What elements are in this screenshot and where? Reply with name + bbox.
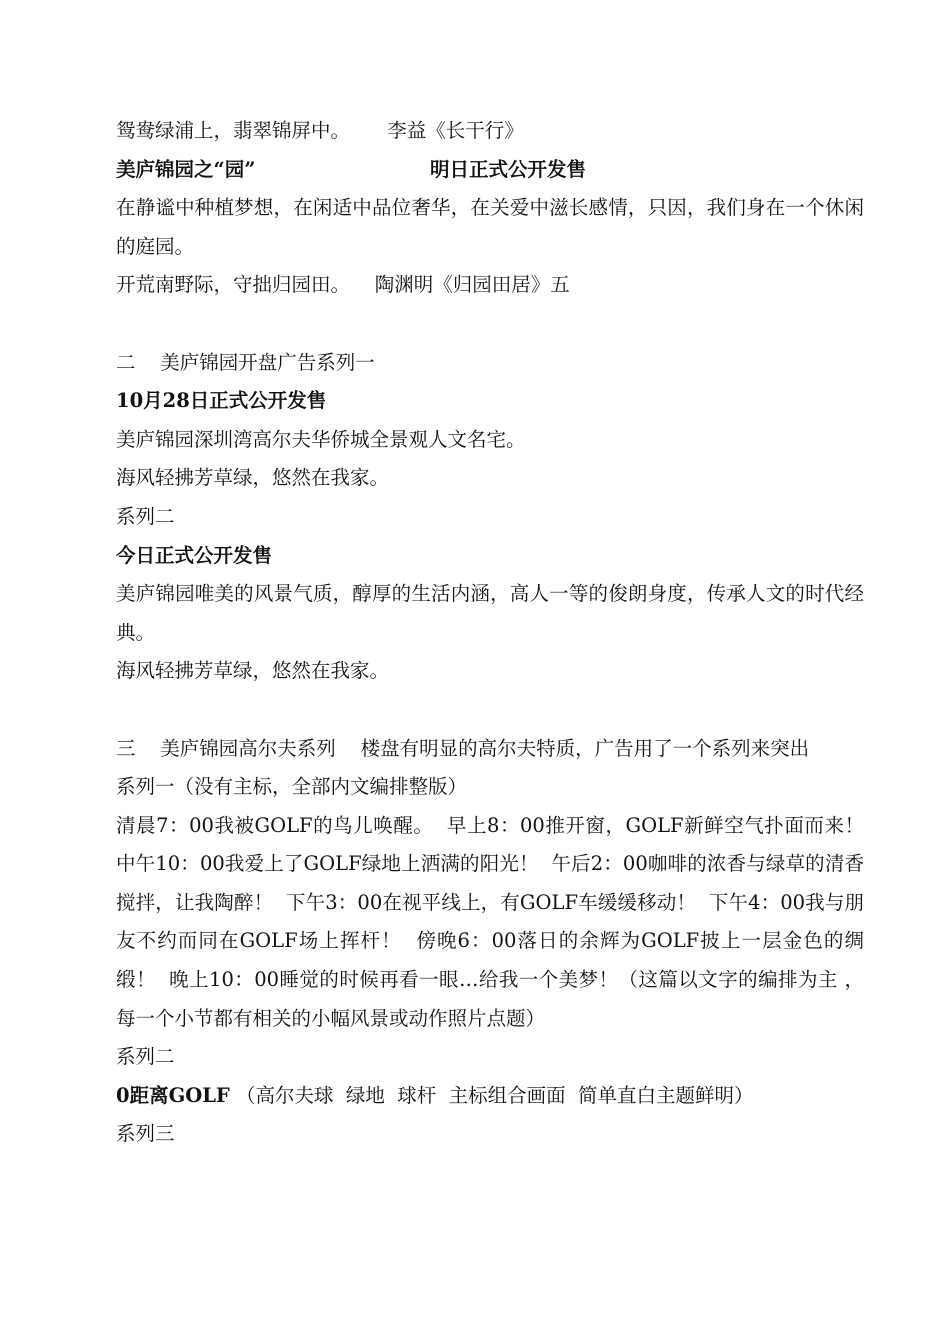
section2-paragraph-1: 美庐锦园深圳湾高尔夫华侨城全景观人文名宅。 xyxy=(116,427,526,451)
poem-line-2: 开荒南野际，守拙归园田。 陶渊明《归园田居》五 xyxy=(116,273,570,297)
blank-line xyxy=(116,305,864,344)
section3-series-2: 系列二 xyxy=(116,1045,175,1069)
section2-title-1: 10月28日正式公开发售 xyxy=(116,389,327,413)
blank-line xyxy=(116,691,864,730)
section2-title-2: 今日正式公开发售 xyxy=(116,543,273,567)
section3-body: 清晨7：00我被GOLF的鸟儿唤醒。 早上8：00推开窗，GOLF新鲜空气扑面而来！ 中午10：00我爱上了GOLF绿地上洒满的阳光！ 午后2：00咖啡的浓香与绿草的清香搅拌，让我陶醉！ 下午3：00在视平线上，有GOLF车缓缓移动！ 下午4：00我与朋友不约而同在GOLF场上挥杆！ 傍晚6：00落日的余辉为GOLF披上一层金色的绸缎！ 晚上10：00睡觉的时候再看一眼…给我一个美梦！（这篇以文字的编排为主 ，每一个小节都有相关的小幅风景或动作照片点题） xyxy=(116,813,877,1030)
headline-row xyxy=(116,151,864,190)
section2-paragraph-3: 美庐锦园唯美的风景气质，醇厚的生活内涵，高人一等的俊朗身度，传承人文的时代经典。 xyxy=(116,582,864,644)
headline-left: 美庐锦园之“园” xyxy=(116,157,256,181)
section3-series-1: 系列一（没有主标，全部内文编排整版） xyxy=(116,775,468,799)
section-heading-3: 三 美庐锦园高尔夫系列 楼盘有明显的高尔夫特质，广告用了一个系列来突出 xyxy=(116,736,810,760)
section3-title-bold: 0距离GOLF xyxy=(116,1083,230,1107)
section2-series-2: 系列二 xyxy=(116,504,175,528)
headline-right: 明日正式公开发售 xyxy=(430,157,587,181)
document-page xyxy=(116,112,877,1154)
body-paragraph-1: 在静谧中种植梦想，在闲适中品位奢华，在关爱中滋长感情，只因，我们身在一个休闲的庭园。 xyxy=(116,196,864,258)
section2-paragraph-4: 海风轻拂芳草绿，悠然在我家。 xyxy=(116,659,390,683)
section2-paragraph-2: 海风轻拂芳草绿，悠然在我家。 xyxy=(116,466,390,490)
poem-line-1: 鸳鸯绿浦上，翡翠锦屏中。 李益《长干行》 xyxy=(116,119,524,142)
section3-series-3: 系列三 xyxy=(116,1122,175,1146)
section3-title-row xyxy=(116,1077,864,1116)
section-heading-2: 二 美庐锦园开盘广告系列一 xyxy=(116,350,375,374)
section3-title-note: （高尔夫球 绿地 球杆 主标组合画面 简单直白主题鲜明） xyxy=(229,1083,754,1107)
